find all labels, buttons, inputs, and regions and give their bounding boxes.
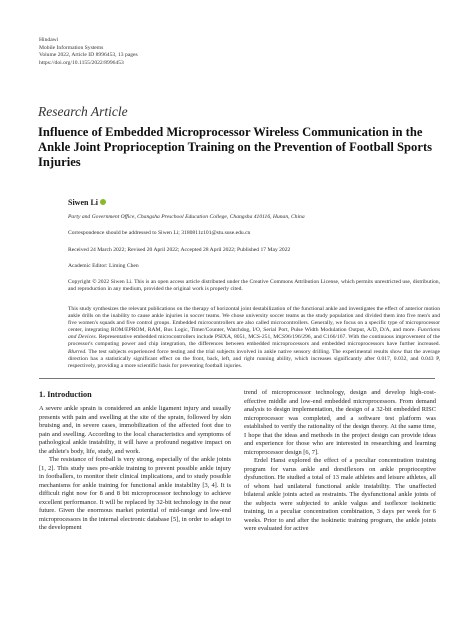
abstract — [68, 306, 440, 370]
section-divider — [39, 378, 435, 379]
doi-link[interactable]: https://doi.org/10.1155/2022/8996453 — [39, 59, 124, 66]
right-column — [244, 389, 436, 534]
publication-dates: Received 24 March 2022; Revised 20 April 2022; Accepted 28 April 2022; Published 17 May 2022 — [68, 247, 291, 253]
paragraph: A severe ankle sprain is considered an ankle ligament injury and usually presents with pain and swelling at the site of the sprain, followed by skin bruising and, in severe cases, immobilization of the affected foot due to pain and swelling. According to the local characteristics and symptoms of pathological ankle instability, it will have a profound negative impact on the athlete's body, life, study, and work. — [39, 405, 231, 455]
journal-name: Mobile Information Systems — [39, 44, 104, 51]
paragraph: Erdel Hansi explored the effect of a peculiar concentration training program for varus ankle and dorsiflexors on ankle proprioceptive dysfunction. He studied a total of 13 male athletes and leisure athletes, all of whom had unilateral functional ankle instability. The unaffected bilateral ankle joints acted as restraints. The dysfunctional ankle joints of the subjects were subjected to ankle valgus and isoflexor isokinetic training, in a peculiar concentration combination, 3 days per week for 6 weeks. Prior to and after the isokinetic training program, the ankle joints were evaluated for active — [244, 457, 436, 532]
paragraph: The resistance of football is very strong, especially of the ankle joints [1, 2]. This study uses pre-ankle training to prevent possible ankle injury in footballers, to monitor their clinical implications, and to study possible mechanisms for ankle training for functional ankle instability [3, 4]. It is difficult right now for 8 and 8 bit microprocessor technology to achieve excellent performance. It will be replaced by 32-bit technology in the near future. Given the enormous market potential of mid-range and low-end microprocessors in the internal electronic database [5], in order to adapt to the development — [39, 456, 231, 531]
article-title: Influence of Embedded Microprocessor Wireless Communication in the Ankle Joint Proprioception Training on the Prevention of Football Sports Injuries — [38, 125, 433, 170]
paragraph: trend of microprocessor technology, design and develop high-cost-effective middle and low-end embedded microprocessors. From demand analysis to design implementation, the design of a 32-bit embedded RISC microprocessor was completed, and a software test platform was established to verify the rationality of the design theory. At the same time, I hope that the ideas and methods in the project design can provide ideas and experience for those who are interested in researching and learning microprocessor design [6, 7]. — [244, 389, 436, 456]
abstract-text-3: The test subjects experienced force testing and the trial subjects involved in ankle native sensory drilling. The experimental results show that the average direction has a statistically significant effect on the front, back, left, and right running ability, which increases significantly after 0.017, 0.032, and 0.043 P, respectively, providing a more scientific basis for preventing football injuries. — [68, 348, 440, 369]
abstract-italic-2: Blurred. — [68, 348, 87, 355]
academic-editor: Academic Editor: Liming Chen — [68, 263, 139, 269]
author-name[interactable]: Siwen Li — [68, 198, 99, 207]
left-column — [39, 405, 231, 533]
abstract-text-2: Representative embedded microcontrollers include PSIXA, 8051, MCS-251, MCS96/196/296, and C166/167. With the continuous improvement of the processor's computing power and chip integration, the differences between embedded microprocessors and embedded microprocessors have further increased. — [68, 334, 440, 348]
author-line — [68, 198, 106, 207]
orcid-icon[interactable] — [100, 199, 106, 205]
affiliation: Party and Government Office, Changsha Preschool Education College, Changsha 410116, Hunan, China — [68, 214, 305, 220]
publisher-name: Hindawi — [39, 37, 59, 43]
correspondence: Correspondence should be addressed to Siwen Li; 3180811z101@stu.suse.edu.cn — [68, 230, 251, 236]
abstract-text-1: This study synthesizes the relevant publications on the therapy of horizontal joint destabilization of the functional ankle and investigates the effect of anterior motion ankle drills on the inability to cause ankle injuries in soccer teams. We chose university soccer teams as the study population and divided them into five men's and five women's squads and five control groups. Embedded microcontrollers are also called microcontrollers. Generally, we focus on a specific type of microprocessor center, integrating ROM/EPROM, RAM, Bus Logic, Timer/Counter, Watchdog, I/O, Serial Port, Pulse Width Modulation Output, A/D, D/A, and more. — [68, 306, 440, 334]
journal-header — [39, 37, 138, 67]
article-type: Research Article — [38, 104, 128, 119]
section-heading: 1. Introduction — [39, 390, 92, 399]
copyright-notice: Copyright © 2022 Siwen Li. This is an open access article distributed under the Creative Commons Attribution License, which permits unrestricted use, distribution, and reproduction in any medium, provided the original work is properly cited. — [68, 279, 440, 293]
volume-info: Volume 2022, Article ID 8996453, 13 pages — [39, 52, 138, 59]
abstract-italic-1: Functions and Devices. — [68, 327, 440, 341]
